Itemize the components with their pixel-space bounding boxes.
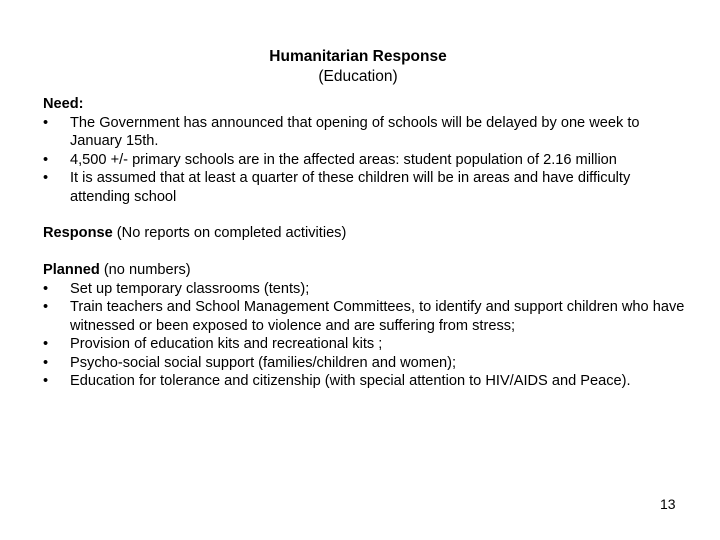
need-heading-label: Need: [43,96,84,112]
title-line-2: (Education) [318,68,398,85]
planned-heading: Planned [43,262,100,278]
list-item [43,372,693,391]
response-heading: Response [43,225,113,241]
need-list [43,114,693,207]
list-item [43,169,693,206]
list-item-text: Train teachers and School Management Committees, to identify and support children who have witnessed or been exposed to violence and are suffering from stress; [70,299,685,334]
bullet-icon: • [43,354,49,371]
list-item [43,280,693,299]
list-item [43,114,693,151]
list-item [43,335,693,354]
bullet-icon: • [43,373,49,389]
list-item-text: Provision of education kits and recreational kits ; [70,336,383,352]
planned-list [43,280,693,391]
response-section [43,224,693,243]
planned-section [43,261,693,391]
bullet-icon: • [43,299,49,315]
list-item [43,151,693,170]
slide-title [0,47,720,87]
bullet-icon: • [43,114,49,131]
list-item [43,354,693,373]
list-item-text: Set up temporary classrooms (tents); [70,280,310,297]
bullet-icon: • [43,280,49,297]
list-item-text: Psycho-social social support (families/children and women); [70,354,457,371]
planned-note: (no numbers) [99,262,191,278]
title-line-1: Humanitarian Response [269,48,447,65]
need-section [43,95,693,206]
page-number: 13 [660,496,676,512]
bullet-icon: • [43,170,49,186]
need-heading [43,95,693,114]
bullet-icon: • [43,336,49,352]
response-note: (No reports on completed activities) [112,225,347,241]
list-item-text: 4,500 +/- primary schools are in the affected areas: student population of 2.16 million [70,151,617,168]
list-item-text: Education for tolerance and citizenship (with special attention to HIV/AIDS and Peace). [70,373,631,389]
list-item-text: The Government has announced that opening of schools will be delayed by one week to January 15th. [70,114,640,149]
list-item-text: It is assumed that at least a quarter of these children will be in areas and have difficulty attending school [70,170,631,205]
bullet-icon: • [43,151,49,168]
list-item [43,298,693,335]
